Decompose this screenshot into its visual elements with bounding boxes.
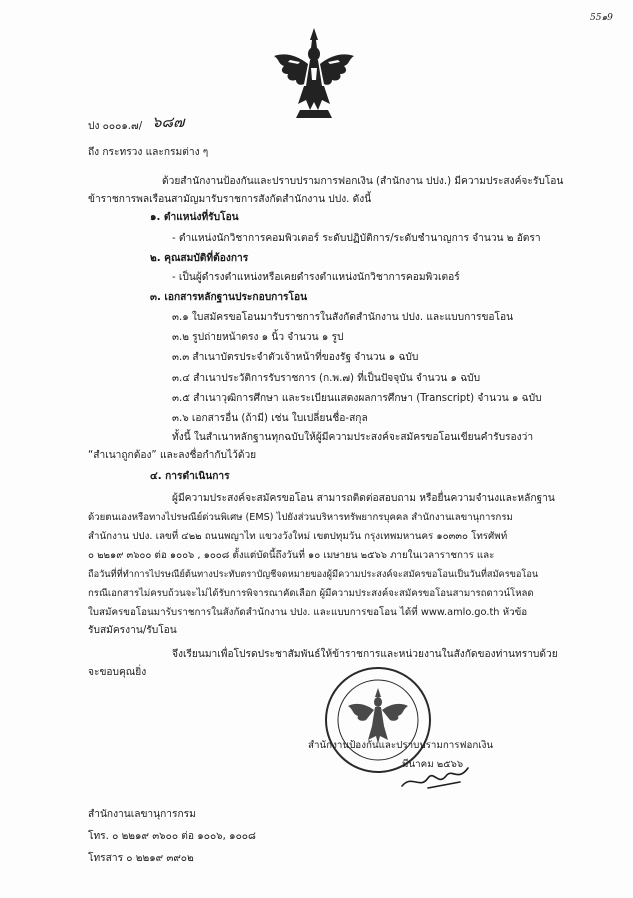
footer-fax: โทรสาร ๐ ๒๒๑๙ ๓๙๐๒ (88, 853, 194, 864)
garuda-emblem-icon (270, 26, 358, 122)
procedure-line: ถือวันที่ที่ทำการไปรษณีย์ต้นทางประทับตราบัญชีจดหมายของผู้มีความประสงค์จะสมัครขอโอนเป็นวันที่สมัครขอโอน (88, 569, 539, 580)
document-item: ๓.๔ สำเนาประวัติการรับราชการ (ก.พ.๗) ที่เป็นปัจจุบัน จำนวน ๑ ฉบับ (172, 373, 481, 384)
procedure-line: รับสมัครงาน/รับโอน (88, 625, 177, 636)
reference-number-handwritten: ๖๘๗ (152, 113, 185, 131)
section-2-item: - เป็นผู้ดำรงตำแหน่งหรือเคยดำรงตำแหน่งนักวิชาการคอมพิวเตอร์ (172, 272, 460, 283)
section-1-item: - ตำแหน่งนักวิชาการคอมพิวเตอร์ ระดับปฏิบัติการ/ระดับชำนาญการ จำนวน ๒ อัตรา (172, 233, 541, 244)
document-item: ๓.๕ สำเนาวุฒิการศึกษา และระเบียนแสดงผลการศึกษา (Transcript) จำนวน ๑ ฉบับ (172, 393, 542, 404)
closing-line-2: จะขอบคุณยิ่ง (88, 667, 147, 678)
document-item: ๓.๑ ใบสมัครขอโอนมารับราชการในสังกัดสำนักงาน ปปง. และแบบการขอโอน (172, 312, 514, 323)
closing-line-1: จึงเรียนมาเพื่อโปรดประชาสัมพันธ์ให้ข้าราชการและหน่วยงานในสังกัดของท่านทราบด้วย (172, 649, 558, 660)
section-3-heading: ๓. เอกสารหลักฐานประกอบการโอน (150, 292, 308, 303)
addressee-line: ถึง กระทรวง และกรมต่าง ๆ (88, 147, 209, 158)
corner-mark: 55๑9 (590, 13, 613, 23)
procedure-line: ผู้มีความประสงค์จะสมัครขอโอน สามารถติดต่อสอบถาม หรือยื่นความจำนงและหลักฐาน (172, 493, 555, 504)
procedure-line: ด้วยตนเองหรือทางไปรษณีย์ด่วนพิเศษ (EMS) ไปยังส่วนบริหารทรัพยากรบุคคล สำนักงานเลขานุการกรม (88, 512, 513, 523)
signature-organization: สำนักงานป้องกันและปราบปรามการฟอกเงิน (308, 740, 494, 751)
procedure-line: กรณีเอกสารไม่ครบถ้วนจะไม่ได้รับการพิจารณาคัดเลือก ผู้มีความประสงค์จะสมัครขอโอนสามารถดาวน์โหลด (88, 588, 534, 599)
procedure-line: ๐ ๒๒๑๙ ๓๖๐๐ ต่อ ๑๐๐๖ , ๑๐๐๘ ตั้งแต่บัดนี้ถึงวันที่ ๑๐ เมษายน ๒๕๖๖ ภายในเวลาราชการ และ (88, 550, 495, 561)
section-3-note-line-1: ทั้งนี้ ในสำเนาหลักฐานทุกฉบับให้ผู้มีความประสงค์จะสมัครขอโอนเขียนคำรับรองว่า (172, 432, 534, 443)
section-2-heading: ๒. คุณสมบัติที่ต้องการ (150, 253, 249, 264)
section-3-note-line-2: “สำเนาถูกต้อง” และลงชื่อกำกับไว้ด้วย (88, 450, 257, 461)
document-item: ๓.๒ รูปถ่ายหน้าตรง ๑ นิ้ว จำนวน ๑ รูป (172, 332, 344, 343)
procedure-line: สำนักงาน ปปง. เลขที่ ๔๒๒ ถนนพญาไท แขวงวังใหม่ เขตปทุมวัน กรุงเทพมหานคร ๑๐๓๓๐ โทรศัพท์ (88, 531, 508, 542)
section-4-heading: ๔. การดำเนินการ (150, 471, 230, 482)
reference-label: ปง ๐๐๐๑.๗/ (88, 121, 143, 132)
document-item: ๓.๓ สำเนาบัตรประจำตัวเจ้าหน้าที่ของรัฐ จำนวน ๑ ฉบับ (172, 352, 419, 363)
intro-line-1: ด้วยสำนักงานป้องกันและปราบปรามการฟอกเงิน (สำนักงาน ปปง.) มีความประสงค์จะรับโอน (162, 176, 564, 187)
document-item: ๓.๖ เอกสารอื่น (ถ้ามี) เช่น ใบเปลี่ยนชื่อ-สกุล (172, 413, 368, 424)
intro-line-2: ข้าราชการพลเรือนสามัญมารับราชการสังกัดสำนักงาน ปปง. ดังนี้ (88, 194, 372, 205)
signature-date: มีนาคม ๒๕๖๖ (402, 759, 464, 770)
procedure-line: ใบสมัครขอโอนมารับราชการในสังกัดสำนักงาน ปปง. และแบบการขอโอน ได้ที่ www.amlo.go.th หัวข้อ (88, 607, 528, 618)
section-1-heading: ๑. ตำแหน่งที่รับโอน (150, 212, 239, 223)
handwritten-signature-icon (398, 756, 478, 796)
footer-office: สำนักงานเลขานุการกรม (88, 809, 196, 820)
footer-telephone: โทร. ๐ ๒๒๑๙ ๓๖๐๐ ต่อ ๑๐๐๖, ๑๐๐๘ (88, 831, 256, 842)
